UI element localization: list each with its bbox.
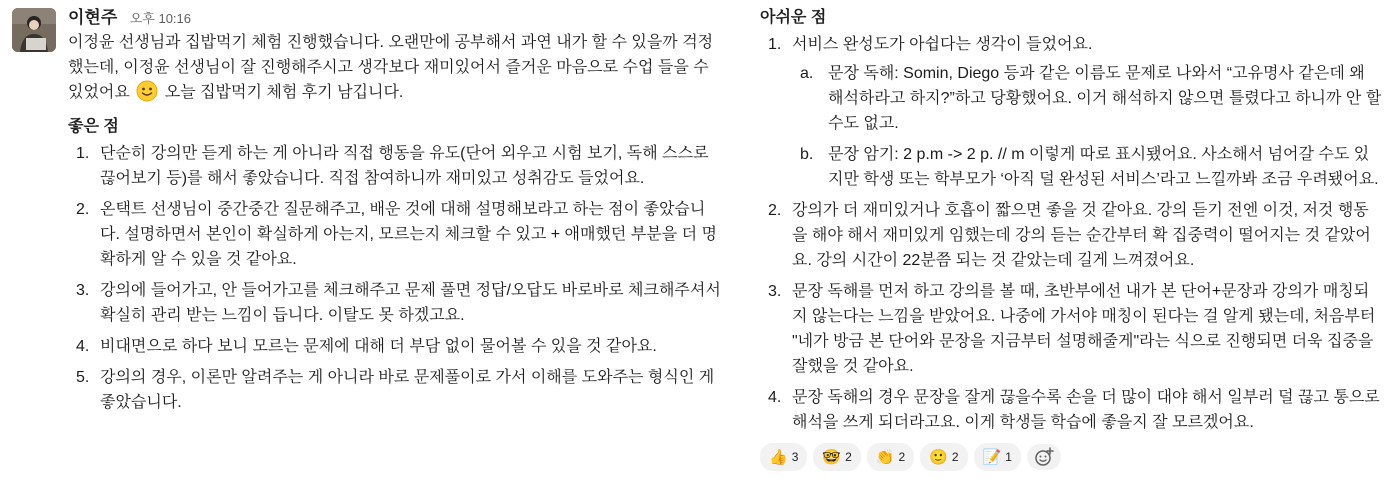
reaction-smiling-face[interactable]: [920, 443, 967, 471]
list-item: [68, 197, 724, 272]
reaction-thumbs-up[interactable]: [760, 443, 807, 471]
message-header: [68, 6, 724, 30]
message-right-column: [760, 6, 1382, 471]
reaction-count: 2: [898, 450, 906, 464]
list-number: 2.: [76, 201, 90, 218]
clapping-hands-icon: 👏: [875, 447, 895, 466]
reaction-count: 3: [791, 450, 799, 464]
good-points-title: 좋은 점: [68, 118, 119, 135]
list-item: [68, 365, 724, 415]
list-number: 3.: [768, 283, 782, 300]
reaction-clapping-hands[interactable]: [867, 443, 914, 471]
list-number: 3.: [76, 282, 90, 299]
sub-list-item: [792, 61, 1382, 136]
bad-points-list: [760, 32, 1382, 435]
list-item-text: 서비스 완성도가 아쉽다는 생각이 들었어요.: [792, 36, 1093, 53]
reaction-count: 1: [1005, 450, 1012, 464]
author-name[interactable]: 이현주: [68, 8, 118, 27]
sub-list-item-text: 문장 암기: 2 p.m -> 2 p. // m 이렇게 따로 표시됐어요. 사소해서 넘어갈 수도 있지만 학생 또는 학부모가 ‘아직 덜 완성된 서비스’라고 느낄까봐 조금 우려됐어요.: [828, 146, 1379, 188]
list-item: [68, 141, 724, 191]
avatar-image: [12, 8, 56, 52]
list-item-text: 단순히 강의만 듣게 하는 게 아니라 직접 행동을 유도(단어 외우고 시험 보기, 독해 스스로 끊어보기 등)를 해서 좋았습니다. 직접 참여하니까 재미있고 성취감도 들었어요.: [100, 145, 709, 187]
intro-text: 이정윤 선생님과 집밥먹기 체험 진행했습니다. 오랜만에 공부해서 과연 내가 할 수 있을까 걱정했는데, 이정윤 선생님이 잘 진행해주시고 생각보다 재미있어서 즐거운 마음으로 수업 들을 수 있었어요: [68, 34, 714, 101]
reaction-count: 2: [845, 450, 852, 464]
list-item-text: 강의의 경우, 이론만 알려주는 게 아니라 바로 문제풀이로 가서 이해를 도와주는 형식인 게 좋았습니다.: [100, 369, 715, 411]
avatar[interactable]: [12, 8, 56, 52]
list-number: 4.: [76, 338, 90, 355]
message-body: [68, 6, 724, 421]
list-number: 1.: [768, 36, 782, 53]
list-item-text: 비대면으로 하다 보니 모르는 문제에 대해 더 부담 없이 물어볼 수 있을 것 같아요.: [100, 338, 657, 355]
bad-points-title: 아쉬운 점: [760, 9, 827, 26]
sub-list-letter: b.: [800, 146, 814, 163]
add-reaction-button[interactable]: [1027, 444, 1061, 470]
list-item-text: 문장 독해의 경우 문장을 잘게 끊을수록 손을 더 많이 대야 해서 일부러 덜 끊고 통으로 해석을 쓰게 되더라고요. 이게 학생들 학습에 좋을지 잘 모르겠어요.: [792, 389, 1380, 431]
reaction-memo[interactable]: [974, 443, 1021, 471]
sub-list-letter: a.: [800, 65, 814, 82]
good-points-list: [68, 141, 724, 415]
reaction-count: 2: [951, 450, 959, 464]
list-item: [760, 198, 1382, 273]
thumbs-up-icon: 👍: [769, 447, 788, 466]
sub-list-item-text: 문장 독해: Somin, Diego 등과 같은 이름도 문제로 나와서 “고유명사 같은데 왜 해석하라고 하지?”하고 당황했어요. 이거 해석하지 않으면 틀렸다고 하니까 안 할 수도 없고.: [828, 65, 1382, 132]
reactions-bar: [760, 443, 1382, 471]
list-item-text: 온택트 선생님이 중간중간 질문해주고, 배운 것에 대해 설명해보라고 하는 점이 좋았습니다. 설명하면서 본인이 확실하게 아는지, 모르는지 체크할 수 있고 + 애매했던 부분을 더 명확하게 알 수 있을 것 같아요.: [100, 201, 717, 268]
sub-list: [792, 61, 1382, 192]
list-number: 2.: [768, 202, 782, 219]
slightly-smiling-face-icon: 🙂: [929, 447, 948, 466]
slightly-smiling-face-icon: [136, 80, 158, 102]
nerd-face-icon: 🤓: [822, 447, 842, 466]
reaction-nerd-face[interactable]: [813, 443, 860, 471]
list-item: [760, 32, 1382, 192]
message-timestamp[interactable]: 오후 10:16: [129, 11, 191, 26]
list-item: [68, 334, 724, 359]
list-item-text: 강의에 들어가고, 안 들어가고를 체크해주고 문제 풀면 정답/오답도 바로바로 체크해주셔서 확실히 관리 받는 느낌이 듭니다. 이탈도 못 하겠고요.: [100, 282, 721, 324]
memo-icon: 📝: [982, 447, 1002, 466]
list-item-text: 문장 독해를 먼저 하고 강의를 볼 때, 초반부에선 내가 본 단어+문장과 강의가 매칭되지 않는다는 느낌을 받았어요. 나중에 가서야 매칭이 된다는 걸 알게 됐는데, 처음부터 "네가 방금 본 단어와 문장을 지금부터 설명해줄게"라는 식으로 진행되면 더욱 집중을 잘했을 것 같아요.: [792, 283, 1376, 375]
list-number: 1.: [76, 145, 90, 162]
list-item: [760, 385, 1382, 435]
intro-text-end: 오늘 집밥먹기 체험 후기 남깁니다.: [164, 84, 404, 101]
message-intro: [68, 30, 724, 105]
sub-list-item: [792, 142, 1382, 192]
list-item-text: 강의가 더 재미있거나 호흡이 짧으면 좋을 것 같아요. 강의 듣기 전엔 이것, 저것 행동을 해야 해서 재미있게 임했는데 강의 듣는 순간부터 확 집중력이 떨어지는 것 같았어요. 강의 시간이 22분쯤 되는 것 같았는데 길게 느껴졌어요.: [792, 202, 1371, 269]
list-item: [760, 279, 1382, 379]
list-item: [68, 278, 724, 328]
list-number: 5.: [76, 369, 90, 386]
add-reaction-icon: [1034, 447, 1054, 467]
list-number: 4.: [768, 389, 782, 406]
